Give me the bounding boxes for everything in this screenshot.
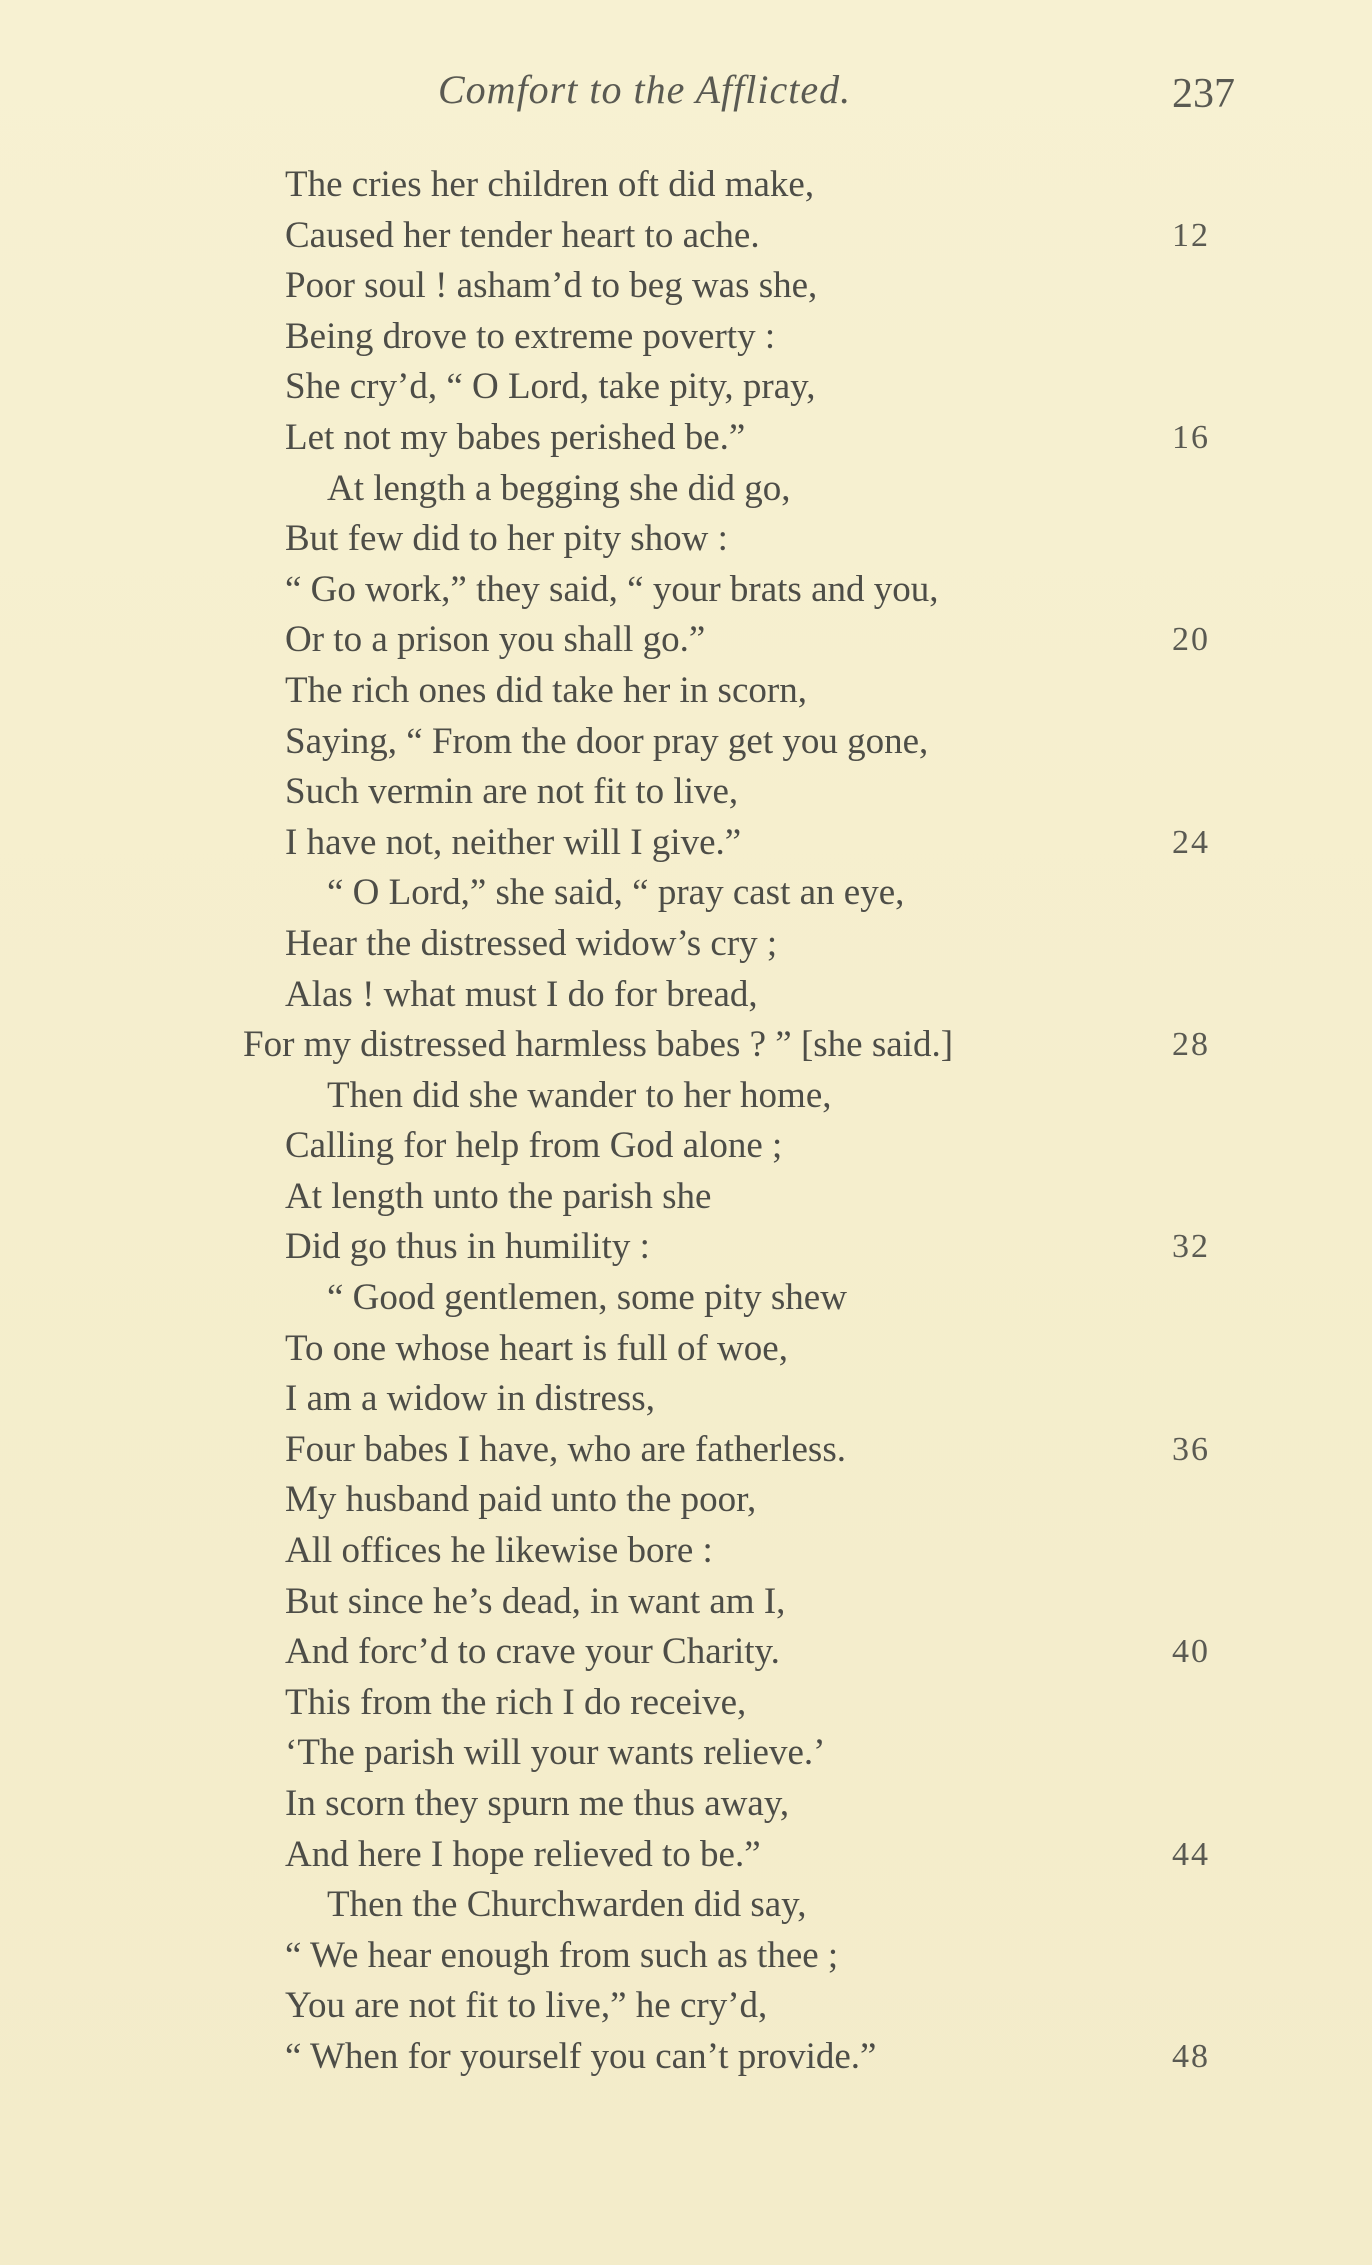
poem-line-text: ‘The parish will your wants relieve.’ [285,1732,826,1774]
poem-line-text: At length unto the parish she [285,1175,712,1217]
poem-line-text: Then the Churchwarden did say, [327,1884,807,1926]
poem-line [0,261,1372,312]
poem-line [0,868,1372,919]
poem-line [0,615,1372,666]
poem-line [0,666,1372,717]
poem-line [0,1172,1372,1223]
poem-line-text: “ When for yourself you can’t provide.” [285,2035,877,2077]
poem-line [0,1830,1372,1881]
line-number: 20 [1172,621,1210,659]
poem-line [0,514,1372,565]
poem-line [0,464,1372,515]
poem-line [0,1324,1372,1375]
poem-line-text: “ We hear enough from such as thee ; [285,1934,839,1976]
poem-line-text: You are not fit to live,” he cry’d, [285,1985,768,2027]
poem-line-text: The rich ones did take her in scorn, [285,669,807,711]
line-number: 36 [1172,1430,1210,1468]
line-number: 28 [1172,1026,1210,1064]
poem-line-text: But few did to her pity show : [285,518,728,560]
poem-line [0,312,1372,363]
poem-line-text: The cries her children oft did make, [285,164,815,205]
poem-line-text: In scorn they spurn me thus away, [285,1783,790,1824]
poem-line-text: “ Go work,” they said, “ your brats and you, [285,568,939,610]
line-number: 12 [1172,216,1210,254]
poem-line [0,1475,1372,1526]
poem-line-text: At length a begging she did go, [327,467,791,509]
poem-line [0,1374,1372,1425]
running-title: Comfort to the Afflicted. [438,67,852,112]
poem-line-text: “ Good gentlemen, some pity shew [327,1277,847,1319]
line-number: 24 [1172,823,1210,861]
poem-line [0,1071,1372,1122]
poem-line [0,1222,1372,1273]
poem-line-text: She cry’d, “ O Lord, take pity, pray, [285,366,816,408]
poem-line-text: Alas ! what must I do for bread, [285,973,758,1015]
page-number: 237 [1172,71,1235,117]
poem-line-text: Calling for help from God alone ; [285,1125,783,1167]
poem-line [0,1121,1372,1172]
poem-line-text: I am a widow in distress, [285,1378,655,1420]
poem-line [0,1728,1372,1779]
poem-line-text: Four babes I have, who are fatherless. [285,1428,846,1470]
poem-line-text: Being drove to extreme poverty : [285,315,776,357]
poem-line [0,919,1372,970]
line-number: 40 [1172,1633,1210,1671]
poem-line [0,1931,1372,1982]
line-number: 16 [1172,418,1210,456]
poem-line [0,1020,1372,1071]
poem-line-text: Saying, “ From the door pray get you gone, [285,720,929,762]
poem-line [0,211,1372,262]
poem-line-text: I have not, neither will I give.” [285,821,742,863]
poem-line [0,1526,1372,1577]
poem-line [0,767,1372,818]
poem-line-text: Such vermin are not fit to live, [285,771,739,813]
poem-line [0,1678,1372,1729]
poem-line [0,160,1372,211]
poem-line-text: My husband paid unto the poor, [285,1479,757,1521]
poem-line [0,362,1372,413]
poem-line [0,413,1372,464]
poem-line-text: Or to a prison you shall go.” [285,619,706,661]
poem-line-text: And here I hope relieved to be.” [285,1833,761,1875]
poem-line [0,1627,1372,1678]
line-number: 48 [1172,2037,1210,2075]
poem-line-text: Let not my babes perished be.” [285,416,746,458]
poem-line-text: Did go thus in humility : [285,1226,650,1268]
poem-line [0,565,1372,616]
poem-line-text: “ O Lord,” she said, “ pray cast an eye, [327,872,905,914]
line-number: 44 [1172,1835,1210,1873]
poem-line-text: This from the rich I do receive, [285,1681,747,1723]
poem-line-text: Hear the distressed widow’s cry ; [285,922,778,964]
poem-line [0,1425,1372,1476]
poem-line [0,717,1372,768]
poem-line-text: For my distressed harmless babes ? ” [she said.] [243,1024,954,1066]
page-header [0,66,1372,126]
poem-line-text: But since he’s dead, in want am I, [285,1580,786,1622]
poem-line [0,1273,1372,1324]
poem-line-text: And forc’d to crave your Charity. [285,1631,780,1673]
poem-line [0,2032,1372,2083]
line-number: 32 [1172,1228,1210,1266]
poem-line-text: Then did she wander to her home, [327,1074,832,1116]
poem-line-text: Caused her tender heart to ache. [285,214,760,256]
poem-line [0,970,1372,1021]
poem-body [0,160,1372,2083]
poem-line [0,1981,1372,2032]
poem-line-text: All offices he likewise bore : [285,1530,713,1572]
poem-line-text: Poor soul ! asham’d to beg was she, [285,265,818,307]
poem-line [0,1880,1372,1931]
poem-line [0,1577,1372,1628]
poem-line [0,818,1372,869]
poem-line-text: To one whose heart is full of woe, [285,1327,788,1369]
poem-line [0,1779,1372,1830]
